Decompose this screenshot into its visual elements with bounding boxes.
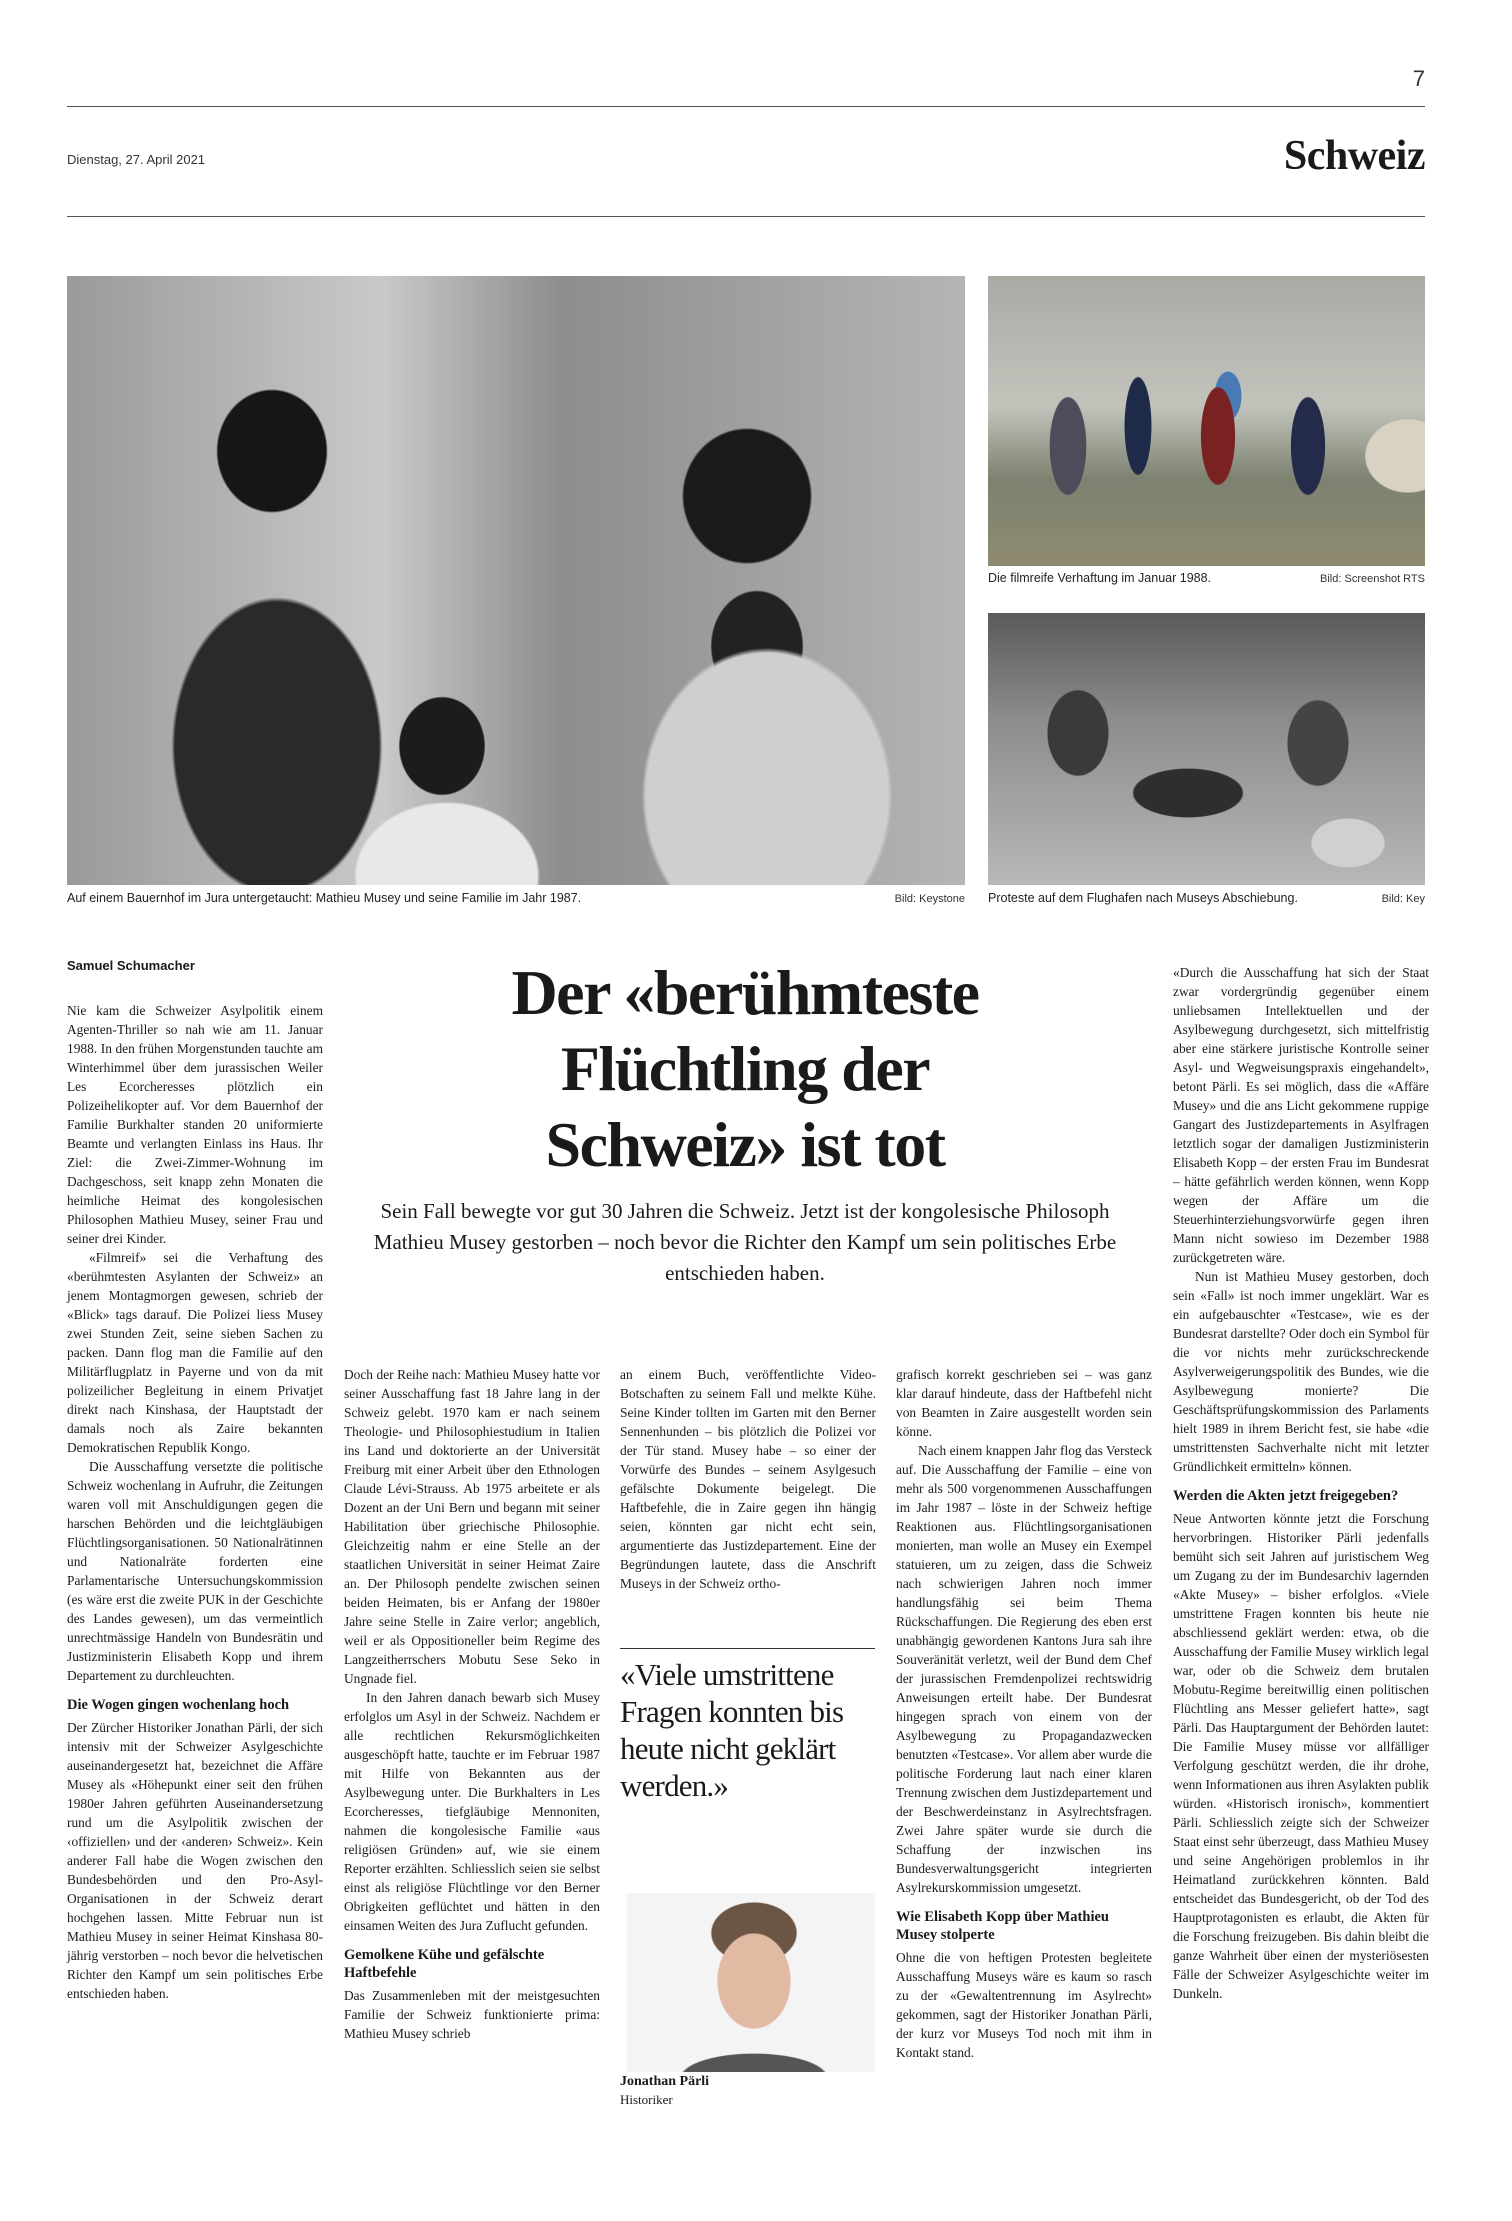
subheading: Wie Elisabeth Kopp über Mathieu Musey stolperte: [896, 1909, 1109, 1943]
body-paragraph: Nun ist Mathieu Musey gestorben, doch sein «Fall» ist noch immer ungeklärt. War es ein aufgebauschter «Testcase», wie es der Bundesrat darstellte? Oder doch ein Symbol für die vor nichts mehr zurückschreckende Asylverweigerungspolitik des Bundes, wie die Asylbewegung monierte? Die Geschäftsprüfungskommission des Parlaments hielt 1989 in ihrem Bericht fest, sie habe «die umstrittensten Sachverhalte nicht mit letzter Gründlichkeit ermitteln» können.: [1173, 1269, 1429, 1474]
article-column-5: [1173, 963, 1429, 2003]
photo-caption-protest: Proteste auf dem Flughafen nach Museys Abschiebung.: [988, 891, 1298, 905]
issue-date: Dienstag, 27. April 2021: [67, 152, 206, 167]
subheading: Die Wogen gingen wochenlang hoch: [67, 1697, 290, 1713]
body-paragraph: Doch der Reihe nach: Mathieu Musey hatte vor seiner Ausschaffung fast 18 Jahre lang in der Schweiz gelebt. 1970 kam er nach seinem Theologie- und Philosophiestudium in Italien ins Land und doktorierte an der Universität Freiburg mit einer Arbeit über den Ethnologen Claude Lévi-Strauss. Ab 1975 arbeitete er als Dozent an der Uni Bern und begann mit seiner Habilitation über griechische Philosophie. Gleichzeitig nahm er eine Stelle an der staatlichen Universität in seiner Heimat Zaire an. Der Philosoph pendelte zwischen seinen beiden Heimaten, bis er Anfang der 1980er Jahre seine Stelle in Zaire verlor; angeblich, weil er als Oppositioneller beim Regime des Langzeitherrschers Mobutu Sese Seko in Ungnade fiel.: [344, 1367, 600, 1686]
pullquote-rule: [620, 1648, 875, 1649]
headline-line: Schweiz» ist tot: [545, 1109, 945, 1180]
body-paragraph: Ohne die von heftigen Protesten begleitete Ausschaffung Museys wäre es kaum so rasch zu der «Gewaltentrennung im Asylrecht» gekommen, sagt der Historiker Jonathan Pärli, der kurz vor Museys Tod noch mit ihm in Kontakt stand.: [896, 1950, 1152, 2060]
article-column-1: [67, 1001, 323, 2003]
body-paragraph: In den Jahren danach bewarb sich Musey erfolglos um Asyl in der Schweiz. Nachdem er alle rechtlichen Rekursmöglichkeiten ausgeschöpft hatte, tauchte er im Februar 1987 mit Hilfe von Bekannten aus der Asylbewegung unter. Die Burkhalters in Les Ecorcheresses, tiefgläubige Mennoniten, nahmen die kongolesische Familie «aus religiösen Gründen» auf, wie sie einem Reporter erzählten. Schliesslich seien sie selbst einst als religiöse Flüchtlinge vor den Berner Obrigkeiten geflüchtet und hätten in den einsamen Weiten des Jura Zuflucht gefunden.: [344, 1690, 600, 1933]
header-bottom-rule: [67, 216, 1425, 217]
portrait-photo-jonathan-paerli: [627, 1893, 875, 2072]
headline-line: Flüchtling der: [560, 1033, 930, 1104]
pullquote: «Viele umstrittene Fragen konnten bis heute nicht geklärt werden.»: [620, 1657, 844, 1803]
body-paragraph: Das Zusammenleben mit der meistgesuchten Familie der Schweiz funktionierte prima: Mathieu Musey schrieb: [344, 1988, 600, 2041]
photo-credit-main: Bild: Keystone: [894, 893, 965, 905]
body-paragraph: an einem Buch, veröffentlichte Video-Botschaften zu seinem Fall und melkte Kühe. Seine Kinder tollten im Garten mit den Berner Sennenhunden – bis plötzlich die Polizei vor der Tür stand. Musey habe – so einer der Vorwürfe des Bundes – seinem Asylgesuch gefälschte Dokumente beigelegt. Die Haftbefehle, die in Zaire gegen ihn hängig seien, könnten gar nicht echt sein, argumentierte das Justizdepartement. Eine der Begründungen lautete, dass die Anschrift Museys in der Schweiz ortho-: [620, 1367, 876, 1591]
photo-musey-family: [67, 276, 965, 885]
article-column-3: [620, 1365, 876, 1593]
author-byline: Samuel Schumacher: [67, 958, 195, 973]
body-paragraph: Neue Antworten könnte jetzt die Forschung hervorbringen. Historiker Pärli jedenfalls bemüht sich seit Jahren auf juristischem Weg um Zugang zu der im Bundesarchiv lagernden «Akte Musey» – bisher erfolglos. «Viele umstrittene Fragen konnten bis heute nie abschliessend geklärt werden: etwa, ob die Ausschaffung der Familie Musey wirklich legal war, oder ob die Schweiz dem brutalen Mobutu-Regime bereitwillig einen politischen Flüchtling ans Messer geliefert hatte», sagt Pärli. Das Hauptargument der Behörden lautet: Die Familie Musey müsse vor allfälliger Verfolgung geschützt werden, die ihr drohe, wenn Informationen aus ihren Asylakten publik würden. «Historisch ironisch», kommentiert Pärli. Schliesslich zeigte sich der Schweizer Staat einst sehr überzeugt, dass Mathieu Musey und seine Angehörigen problemlos in ihr Heimatland zurückkehren könnten. Bald entscheidet das Bundesgericht, ob der Tod des Hauptprotagonisten es erlaubt, die Akten für die Forschung freizugeben. Bis dahin bleibt die ganze Wahrheit über einen der mysteriösesten Fälle der Schweizer Asylgeschichte weiter im Dunkeln.: [1173, 1511, 1429, 2001]
subheading: Gemolkene Kühe und gefälschte Haftbefehle: [344, 1947, 545, 1981]
photo-caption-main: Auf einem Bauernhof im Jura untergetaucht: Mathieu Musey und seine Familie im Jahr 1987.: [67, 891, 582, 905]
body-paragraph: Nie kam die Schweizer Asylpolitik einem Agenten-Thriller so nah wie am 11. Januar 1988. In den frühen Morgenstunden tauchte am Winterhimmel über dem jurassischen Weiler Les Ecorcheresses plötzlich ein Polizeihelikopter auf. Vor dem Bauernhof der Familie Burkhalter standen 20 uniformierte Beamte und verlangten Einlass ins Haus. Ihr Ziel: die Zwei-Zimmer-Wohnung im Dachgeschoss, seit knapp zehn Monaten die heimliche Heimat des kongolesischen Philosophen Mathieu Musey, seiner Frau und seiner drei Kinder.: [67, 1003, 323, 1246]
body-paragraph: grafisch korrekt geschrieben sei – was ganz klar darauf hindeute, dass der Haftbefehl nicht von Beamten in Zaire ausgestellt worden sein könne.: [896, 1367, 1152, 1439]
photo-arrest: [988, 276, 1425, 566]
headline: [360, 955, 1130, 1183]
portrait-role: Historiker: [620, 2092, 673, 2107]
page-number: 7: [1412, 66, 1425, 91]
article-column-4: [896, 1365, 1152, 2062]
article-column-2: [344, 1365, 600, 2043]
subheading: Werden die Akten jetzt freigegeben?: [1173, 1488, 1399, 1504]
body-paragraph: Die Ausschaffung versetzte die politische Schweiz wochenlang in Aufruhr, die Zeitungen waren voll mit Anschuldigungen gegen die harschen Behörden und die leichtgläubigen Flüchtlingsorganisationen. 50 Nationalrätinnen und Nationalräte forderten eine Parlamentarische Untersuchungskommission (es wäre erst die zweite PUK in der Geschichte des Landes gewesen), um das vermeintlich unrechtmässige Handeln von Bundesrätin und Justizministerin Elisabeth Kopp und ihrem Departement zu durchleuchten.: [67, 1459, 323, 1683]
body-paragraph: Nach einem knappen Jahr flog das Versteck auf. Die Ausschaffung der Familie – eine von mehr als 500 vorgenommenen Ausschaffungen im Jahr 1987 – löste in der Schweiz heftige Reaktionen aus. Flüchtlingsorganisationen monierten, man wolle an Musey ein Exempel statuieren, um zu zeigen, dass die Schweiz nach schwierigen Jahren noch immer handlungsfähig sei beim Thema Rückschaffungen. Die Regierung des eben erst unabhängig gewordenen Kantons Jura sah ihre Souveränität verletzt, weil der Bund dem Chef der jurassischen Fremdenpolizei rechtswidrig Anweisungen erteilt habe. Der Bundesrat hingegen sprach von einem von der Asylbewegung zu Propagandazwecken benutzten «Testcase». Vor allem aber wurde die politische Forderung laut nach einer klaren Trennung zwischen dem Justizdepartement und der Beschwerdeinstanz in Asylrechtsfragen. Zwei Jahre später wurde sie durch die Schaffung der inzwischen ins Bundesverwaltungsgericht integrierten Asylrekurskommission umgesetzt.: [896, 1443, 1153, 1895]
body-paragraph: Der Zürcher Historiker Jonathan Pärli, der sich intensiv mit der Schweizer Asylgeschichte auseinandergesetzt hat, bezeichnet die Affäre Musey als «Höhepunkt einer seit den frühen 1980er Jahren geführten Auseinandersetzung rund um die Asylpolitik zwischen der ‹offiziellen› und der ‹anderen› Schweiz». Kein anderer Fall habe die Wogen zwischen den Bundesbehörden und den Pro-Asyl-Organisationen in der Schweiz derart hochgehen lassen. Mitte Februar nun ist Mathieu Musey in seiner Heimat Kinshasa 80-jährig verstorben – noch bevor die helvetischen Richter den Kampf um sein politisches Erbe entschieden haben.: [67, 1720, 323, 2001]
photo-airport-protest: [988, 613, 1425, 885]
photo-caption-arrest: Die filmreife Verhaftung im Januar 1988.: [988, 571, 1212, 585]
photo-credit-arrest: Bild: Screenshot RTS: [1320, 573, 1425, 585]
article-lead: Sein Fall bewegte vor gut 30 Jahren die Schweiz. Jetzt ist der kongolesische Philosoph Mathieu Musey gestorben – noch bevor die Richter den Kampf um sein politisches Erbe entschieden haben.: [373, 1199, 1117, 1285]
portrait-name: Jonathan Pärli: [620, 2074, 710, 2089]
body-paragraph: «Filmreif» sei die Verhaftung des «berühmtesten Asylanten der Schweiz» an jenem Montagmorgen gewesen, schrieb der «Blick» tags darauf. Die Polizei liess Musey zwei Stunden Zeit, seine sieben Sachen zu packen. Dann flog man die Familie auf den Militärflugplatz in Payerne und von da mit polizeilicher Begleitung in einem Privatjet direkt nach Kinshasa, der Hauptstadt der damals noch als Zaire bekannten Demokratischen Republik Kongo.: [67, 1250, 323, 1455]
photo-credit-protest: Bild: Key: [1381, 893, 1425, 905]
section-title: Schweiz: [1283, 133, 1425, 179]
header-top-rule: [67, 106, 1425, 107]
headline-line: Der «berühmteste: [511, 957, 979, 1028]
body-paragraph: «Durch die Ausschaffung hat sich der Staat zwar vordergründig gegenüber einem unliebsamen Intellektuellen und der Asylbewegung durchgesetzt, sich mittelfristig aber eine stärkere juristische Kontrolle seiner Asyl- und Wegweisungspraxis eingehandelt», betont Pärli. Es sei möglich, dass die «Affäre Musey» und die ans Licht gekommene ruppige Gangart des Justizdepartements in Asylfragen letztlich sogar der damaligen Justizministerin Elisabeth Kopp – der ersten Frau im Bundesrat – hätte gefährlich werden können, wenn Kopp wegen der Affäre um die Steuerhinterziehungsvorwürfe gegen ihren Mann nicht sowieso im Dezember 1988 zurückgetreten wäre.: [1173, 965, 1429, 1265]
